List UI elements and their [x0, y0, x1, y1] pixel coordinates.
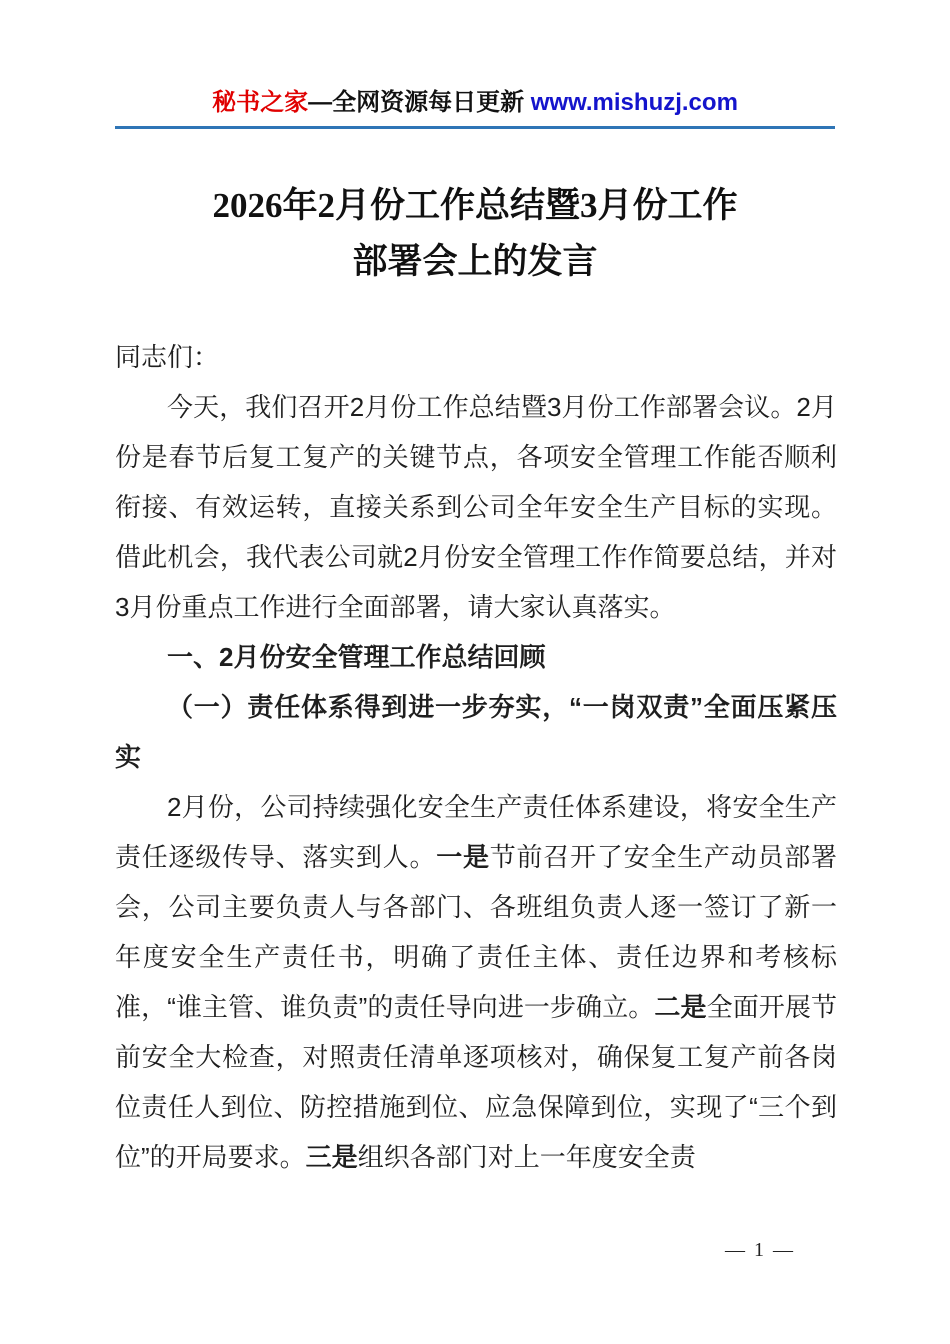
emphasis-text-run: 一是 — [436, 842, 490, 872]
text-run: 2月份，公司持续强化安全生产责任体系建设，将安全生产责任逐级传导、落实到人。 — [115, 792, 837, 872]
emphasis-text-run: 三是 — [305, 1142, 358, 1172]
document-title — [75, 178, 875, 290]
site-brand: 秘书之家 — [212, 89, 309, 116]
document-title-line-2: 部署会上的发言 — [352, 242, 598, 281]
body-paragraph — [115, 382, 837, 632]
body-paragraph — [115, 332, 837, 382]
body-paragraph — [115, 782, 837, 1182]
text-run: 组织各部门对上一年度安全责 — [357, 1142, 696, 1172]
header-divider — [115, 126, 835, 129]
section-heading — [115, 682, 837, 782]
document-title-line-1: 2026年2月份工作总结暨3月份工作 — [212, 186, 738, 225]
text-run: 今天，我们召开2月份工作总结暨3月份工作部署会议。2月份是春节后复工复产的关键节点，各项安全管理工作能否顺利衔接、有效运转，直接关系到公司全年安全生产目标的实现。借此机会，我代表公司就2月份安全管理工作作简要总结，并对3月份重点工作进行全面部署，请大家认真落实。 — [115, 392, 837, 622]
site-url-link[interactable]: www.mishuzj.com — [530, 89, 738, 116]
text-run: 节前召开了安全生产动员部署会，公司主要负责人与各部门、各班组负责人逐一签订了新一年度安全生产责任书，明确了责任主体、责任边界和考核标准，“谁主管、谁负责”的责任导向进一步确立。 — [115, 842, 837, 1022]
site-tagline: —全网资源每日更新 — [308, 89, 531, 116]
emphasis-text-run: 二是 — [654, 992, 707, 1022]
text-run: 全面开展节前安全大检查，对照责任清单逐项核对，确保复工复产前各岗位责任人到位、防控措施到位、应急保障到位，实现了“三个到位”的开局要求。 — [115, 992, 837, 1172]
document-body — [115, 332, 837, 1182]
emphasis-text-run: 一、2月份安全管理工作总结回顾 — [167, 642, 546, 672]
emphasis-text-run: （一）责任体系得到进一步夯实，“一岗双责”全面压紧压实 — [115, 692, 837, 772]
section-heading — [115, 632, 837, 682]
page-number: — 1 — — [725, 1239, 795, 1261]
text-run: 同志们： — [115, 342, 220, 372]
site-header — [115, 82, 835, 117]
